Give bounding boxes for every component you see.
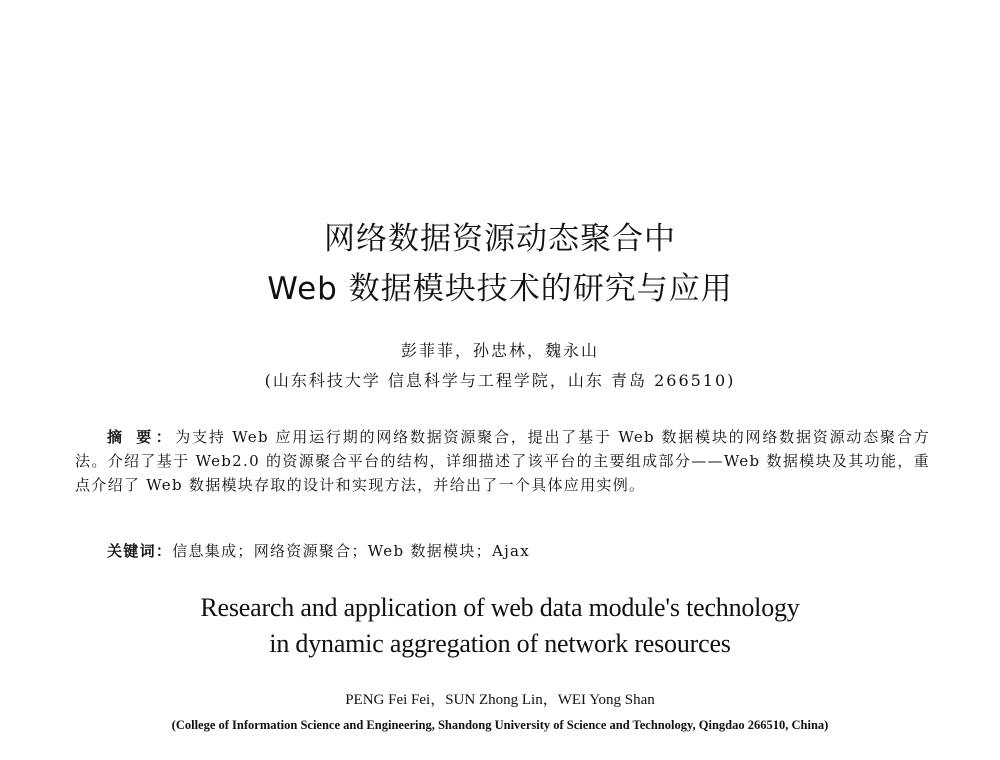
english-affiliation: (College of Information Science and Engineering, Shandong University of Science and Technology, Qingdao 266510, China): [171, 718, 829, 732]
chinese-affiliation: (山东科技大学 信息科学与工程学院，山东 青岛 266510): [264, 371, 736, 390]
english-title-line-2: in dynamic aggregation of network resources: [269, 629, 731, 658]
keywords-text: 信息集成；网络资源聚合；Web 数据模块；Ajax: [172, 542, 531, 560]
abstract-label: 摘 要：: [107, 428, 176, 446]
chinese-authors: 彭菲菲，孙忠林，魏永山: [400, 341, 599, 360]
chinese-abstract: [75, 425, 930, 497]
chinese-title-line-1: 网络数据资源动态聚合中: [324, 221, 676, 257]
keywords-label: 关键词：: [107, 542, 173, 560]
chinese-keywords: [107, 539, 907, 563]
chinese-title-line-2: Web 数据模块技术的研究与应用: [267, 271, 733, 307]
english-authors: PENG Fei Fei，SUN Zhong Lin，WEI Yong Shan: [345, 692, 655, 708]
abstract-text: 为支持 Web 应用运行期的网络数据资源聚合，提出了基于 Web 数据模块的网络数据资源动态聚合方法。介绍了基于 Web2.0 的资源聚合平台的结构，详细描述了该平台的主要组成部分——Web 数据模块及其功能，重点介绍了 Web 数据模块存取的设计和实现方法，并给出了一个具体应用实例。: [75, 428, 930, 494]
english-title-line-1: Research and application of web data module's technology: [200, 593, 800, 622]
